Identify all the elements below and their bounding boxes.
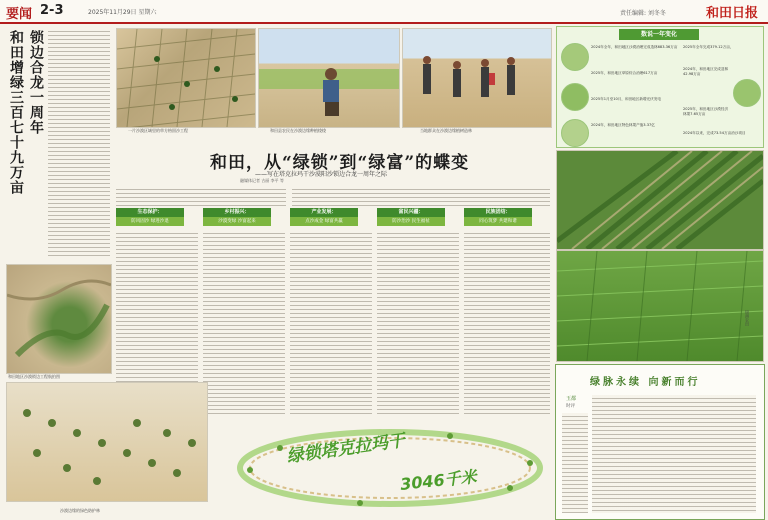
aerial-terrain	[7, 265, 111, 373]
photo-villagers-planting	[402, 28, 552, 128]
editor-credit: 责任编辑: 刘冬冬	[620, 10, 666, 17]
commentary-label: 玉都	[566, 396, 577, 402]
section-sub-2: 沙漠变绿 沙富起来	[203, 217, 271, 226]
stats-photo-1	[561, 43, 589, 71]
section-bar-3	[290, 208, 358, 226]
section-sub-3: 点沙成金 绿富共赢	[290, 217, 358, 226]
commentary-box	[555, 364, 765, 520]
section-sub-5: 同心筑梦 共建和谐	[464, 217, 532, 226]
banner-headline: 绿锁塔克拉玛干	[285, 430, 407, 468]
caption-1: 一片沙漠区域里的草方格固沙工程	[128, 128, 188, 133]
commentary-title: 绿脉永续 向新而行	[590, 377, 701, 388]
article-column-3	[290, 230, 372, 416]
stat-item-3: 2025年，和田地区草原综合治理617万亩	[591, 71, 658, 75]
stats-photo-4	[733, 79, 761, 107]
section-head-2: 乡村振兴：	[203, 208, 271, 217]
photo-green-farmland	[556, 250, 764, 362]
commentary-text-left	[562, 413, 588, 513]
section-head-5: 民族团结：	[464, 208, 532, 217]
stat-item-6: 2025年，和田地区沙漠经济林果7.65万亩	[683, 107, 729, 116]
article-column-4	[377, 230, 459, 416]
page-header	[0, 0, 768, 24]
photo-aerial-map	[6, 264, 112, 374]
photo-grass-checkerboard	[116, 28, 256, 128]
main-headline: 和田，从“绿锁”到“绿富”的蝶变	[210, 153, 470, 173]
stat-item-7: 2024年，和田地区特色林果产值3.37亿	[591, 123, 655, 127]
byline: 融媒体记者 古丽 李平 等	[240, 178, 284, 183]
left-article-text	[48, 28, 110, 258]
section-head-4: 富民兴疆：	[377, 208, 445, 217]
stat-item-2: 2025年全年完成379.12万亩，	[683, 45, 734, 49]
farmer-figure	[259, 29, 399, 127]
farmland-pattern	[557, 251, 763, 361]
headline-column-1: 锁边合龙一周年	[28, 30, 44, 135]
caption-2: 和田县农民在沙漠边缘种植梭梭	[270, 128, 326, 133]
section-bar-5	[464, 208, 532, 226]
stats-box	[556, 26, 764, 148]
photo-orchard-rows	[556, 150, 764, 250]
lead-paragraph-right	[292, 186, 550, 208]
stats-photo-2	[561, 83, 589, 111]
photo-desert-shelterbelt	[6, 382, 208, 502]
main-subheadline: ——写在塔克拉玛干沙漠阳沙锁边合龙一周年之际	[255, 171, 388, 178]
shelterbelt-rows	[7, 383, 207, 501]
section-sub-4: 防沙治沙 民生福祉	[377, 217, 445, 226]
section-sub-1: 防风固沙 绿进沙退	[116, 217, 184, 226]
orchard-pattern	[557, 151, 763, 249]
stats-title: 数说一年变化	[619, 29, 699, 40]
article-column-2	[203, 230, 285, 416]
caption-5: 沙漠边缘的绿色防护林	[60, 508, 100, 513]
commentary-text	[592, 395, 756, 513]
section-bar-4	[377, 208, 445, 226]
section-bar-1	[116, 208, 184, 226]
caption-4: 和田地区沙漠锁边工程航拍图	[8, 374, 60, 379]
commentary-type: 时评	[566, 404, 575, 409]
newspaper-logo: 和田日报	[706, 6, 759, 21]
section-head-1: 生态保护：	[116, 208, 184, 217]
banner-length: 3046千米	[399, 467, 478, 494]
issue-date: 2025年11月29日 星期六	[88, 9, 157, 16]
stats-photo-3	[561, 119, 589, 147]
section-head-3: 产业发展：	[290, 208, 358, 217]
section-bar-2	[203, 208, 271, 226]
stat-item-4: 2024年，和田地区完成造林42.98万亩	[683, 67, 729, 76]
villagers-figures	[403, 29, 551, 127]
lead-paragraph-left	[116, 186, 286, 208]
stat-item-5: 2025年1月至10月，和田地区新增光伏发电	[591, 97, 661, 101]
left-vertical-headline	[6, 30, 44, 260]
section-name: 要闻	[6, 7, 33, 22]
caption-6: 绿洲农田	[745, 310, 750, 326]
caption-3: 当地群众在沙漠边缘植树造林	[420, 128, 472, 133]
headline-column-2: 和田增绿三百七十九万亩	[8, 30, 24, 195]
photo-farmer-planting	[258, 28, 400, 128]
stat-item-1: 2024年全年，和田地区沙漠治理完成造林683.36万亩	[591, 45, 678, 49]
green-lock-banner	[210, 418, 550, 516]
page-numbers: 2-3	[40, 3, 64, 18]
article-column-5	[464, 230, 550, 416]
checkerboard-pattern	[117, 29, 255, 127]
stat-item-8: 2024年以来，完成73.54万亩治沙项目	[683, 131, 746, 135]
